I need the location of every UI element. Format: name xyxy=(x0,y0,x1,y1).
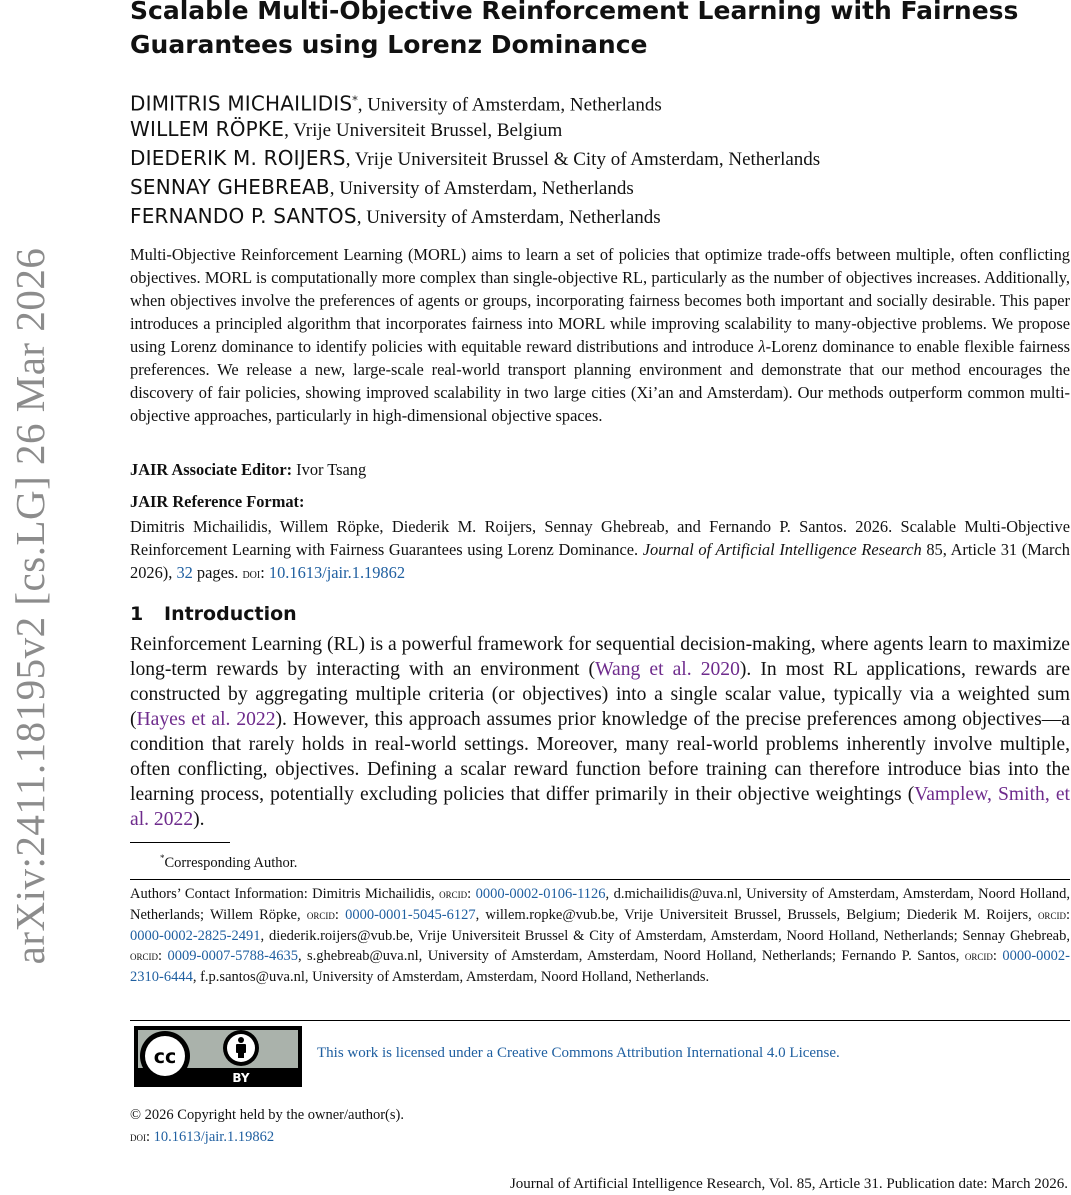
author-list xyxy=(130,86,1070,231)
copyright-block xyxy=(130,1105,1070,1148)
author-name: SENNAY GHEBREAB xyxy=(130,175,330,199)
citation-text: 85, Article 31 (March 2026), xyxy=(130,540,1070,582)
author-name: WILLEM RÖPKE xyxy=(130,117,285,141)
orcid-label: orcid xyxy=(306,906,335,922)
author-entry xyxy=(130,115,1070,144)
cc-by-graphic xyxy=(135,1027,301,1086)
contact-divider xyxy=(130,879,1070,880)
intro-text: ). In most RL applications, rewards are constructed by aggregating multiple criteria (or objectives) into a single scalar value, typically via a weighted sum ( xyxy=(130,659,1071,730)
citation-link[interactable]: Vamplew, Smith, et al. 2022 xyxy=(130,784,1070,830)
author-mark: * xyxy=(352,94,358,107)
copyright-doi xyxy=(130,1126,1070,1148)
contact-text: , d.michailidis@uva.nl, University of Amsterdam, Amsterdam, Noord Holland, Netherlands; Willem Röpke, xyxy=(130,886,1071,923)
orcid-label: orcid xyxy=(964,948,993,964)
orcid-separator: : xyxy=(334,906,346,923)
orcid-label: orcid xyxy=(130,948,159,964)
orcid-link[interactable]: 0000-0002-2825-2491 xyxy=(130,927,261,944)
orcid-link[interactable]: 0000-0002-0106-1126 xyxy=(475,886,606,902)
citation-text: Dimitris Michailidis, Willem Röpke, Diederik M. Roijers, Sennay Ghebreab, and Fernando P. Santos. 2026. Scalable Multi-Objective Reinforcement Learning with Fairness Guarantees using Lorenz Dominance. xyxy=(130,517,1070,559)
lambda-symbol: λ xyxy=(758,337,766,356)
doi-separator: : xyxy=(260,563,269,582)
arxiv-identifier: arXiv:2411.18195v2 [cs.LG] 26 Mar 2026 xyxy=(7,247,53,965)
author-name: DIMITRIS MICHAILIDIS xyxy=(130,91,353,116)
reference-format-label: JAIR Reference Format: xyxy=(130,492,305,511)
author-affiliation: , University of Amsterdam, Netherlands xyxy=(329,178,634,199)
intro-text: ). xyxy=(193,809,205,830)
abstract-text: -Lorenz dominance to enable flexible fairness preferences. We release a new, large-scale real-world transport planning environment and demonstrate that our method encourages the discovery of fair policies, showing improved scalability in two large cities (Xi’an and Amsterdam). Our methods outperform common multi-objective approaches, particularly in high-dimensional objective spaces. xyxy=(130,337,1070,425)
orcid-separator: : xyxy=(1065,906,1070,923)
citation-text: pages. xyxy=(192,563,243,582)
footnote-text: Corresponding Author. xyxy=(164,854,298,871)
license-link[interactable]: This work is licensed under a Creative Commons Attribution International 4.0 License. xyxy=(317,1045,840,1061)
section-title: Introduction xyxy=(164,603,297,625)
author-affiliation: , Vrije Universiteit Brussel, Belgium xyxy=(284,120,563,141)
doi-link[interactable]: 10.1613/jair.1.19862 xyxy=(153,1129,275,1145)
contact-text: , diederik.roijers@vub.be, Vrije Universiteit Brussel & City of Amsterdam, Amsterdam, Noord Holland, Netherlands; Sennay Ghebreab, xyxy=(260,927,1070,944)
orcid-link[interactable]: 0000-0002-2310-6444 xyxy=(130,948,1071,986)
author-name: FERNANDO P. SANTOS xyxy=(130,204,357,228)
author-entry xyxy=(130,86,1070,115)
editor-label: JAIR Associate Editor: xyxy=(130,460,293,479)
associate-editor xyxy=(130,458,1070,481)
orcid-link[interactable]: 0000-0001-5045-6127 xyxy=(345,906,476,923)
contact-text: , s.ghebreab@uva.nl, University of Amsterdam, Amsterdam, Noord Holland, Netherlands; Fernando P. Santos, xyxy=(297,948,965,965)
reference-format-text xyxy=(130,515,1070,586)
section-number: 1 xyxy=(130,603,144,625)
citation-link[interactable]: Hayes et al. 2022 xyxy=(136,709,276,730)
copyright-line: © 2026 Copyright held by the owner/author(s). xyxy=(130,1107,404,1123)
arxiv-stamp xyxy=(0,0,58,1195)
cc-by-badge[interactable] xyxy=(134,1026,302,1087)
orcid-separator: : xyxy=(158,948,168,965)
pages-link[interactable]: 32 xyxy=(176,563,193,582)
orcid-link[interactable]: 0009-0007-5788-4635 xyxy=(167,948,298,965)
footnote-divider xyxy=(130,842,230,843)
doi-label: doi xyxy=(130,1129,146,1144)
editor-name: Ivor Tsang xyxy=(292,460,367,479)
running-footer: Journal of Artificial Intelligence Research, Vol. 85, Article 31. Publication date: March 2026. xyxy=(509,1176,1068,1192)
person-icon xyxy=(238,1037,244,1043)
cc-badge-letters: cc xyxy=(153,1046,177,1068)
doi-separator: : xyxy=(146,1129,154,1145)
author-entry xyxy=(130,144,1070,173)
contact-text: , f.p.santos@uva.nl, University of Amsterdam, Amsterdam, Noord Holland, Netherlands. xyxy=(192,969,710,986)
author-entry xyxy=(130,173,1070,202)
orcid-separator: : xyxy=(992,948,1003,965)
contact-text: , willem.ropke@vub.be, Vrije Universiteit Brussel, Brussels, Belgium; Diederik M. Roijers, xyxy=(475,906,1038,923)
author-affiliation: , University of Amsterdam, Netherlands xyxy=(357,94,662,116)
footnote-mark: * xyxy=(160,853,165,863)
orcid-separator: : xyxy=(467,886,476,902)
author-name: DIEDERIK M. ROIJERS xyxy=(130,146,346,170)
contact-information xyxy=(130,884,1070,988)
paper-title: Scalable Multi-Objective Reinforcement Learning with Fairness Guarantees using Lorenz Dominance xyxy=(130,0,1019,59)
journal-name: Journal of Artificial Intelligence Research xyxy=(642,540,922,559)
section-heading xyxy=(130,601,1070,627)
reference-format xyxy=(130,490,1070,586)
contact-text: Authors’ Contact Information: Dimitris Michailidis, xyxy=(130,886,440,902)
orcid-label: orcid xyxy=(439,886,468,901)
abstract-text: Multi-Objective Reinforcement Learning (MORL) aims to learn a set of policies that optimize trade-offs between multiple, often conflicting objectives. MORL is computationally more complex than single-objective RL, particularly as the number of objectives increases. Additionally, when objectives involve the preferences of agents or groups, incorporating fairness becomes both important and socially desirable. This paper introduces a principled algorithm that incorporates fairness into MORL while improving scalability to many-objective problems. We propose using Lorenz dominance to identify policies with equitable reward distributions and introduce xyxy=(130,245,1070,356)
citation-link[interactable]: Wang et al. 2020 xyxy=(595,659,740,680)
license-divider xyxy=(130,1020,1070,1021)
author-entry xyxy=(130,202,1070,231)
orcid-label: orcid xyxy=(1037,906,1066,922)
intro-text: ). However, this approach assumes prior knowledge of the precise preferences among objectives—a condition that rarely holds in real-world settings. Moreover, many real-world problems inherently involve multiple, often conflicting, objectives. Defining a scalar reward function before training can therefore introduce bias into the learning process, potentially excluding policies that differ primarily in their objective weightings ( xyxy=(130,709,1070,805)
author-affiliation: , University of Amsterdam, Netherlands xyxy=(356,207,661,228)
intro-text: Reinforcement Learning (RL) is a powerful framework for sequential decision-making, where agents learn to maximize long-term rewards by interacting with an environment ( xyxy=(130,634,1070,680)
author-affiliation: , Vrije Universiteit Brussel & City of Amsterdam, Netherlands xyxy=(345,149,821,170)
doi-label: doi xyxy=(242,566,261,582)
abstract xyxy=(130,243,1070,427)
by-badge-letters: BY xyxy=(232,1071,250,1085)
doi-link[interactable]: 10.1613/jair.1.19862 xyxy=(268,563,406,582)
intro-paragraph xyxy=(130,632,1070,832)
footnote xyxy=(160,848,1060,873)
